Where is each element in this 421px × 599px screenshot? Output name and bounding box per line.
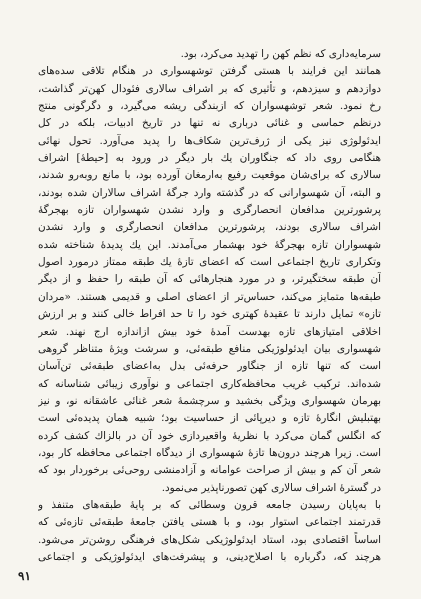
text-line: ایدئولوژی نیز یکی از ژرف‌ترین شکاف‌ها را پدید می‌آورد. تحول نهائی (38, 134, 381, 147)
text-line: آن طبقه سختگیرتر، و در مورد هنجارهائی که آن طبقه را حفظ و از دیگر (38, 273, 381, 286)
text-line: هنگامی روی داد که جنگاوران یك بار دیگر در ورود به [حیطهٔ] اشراف (38, 152, 381, 165)
text-line: بهتبلیش انگارهٔ تازه و دیرپائی از حساسیت بود؛ شبیه همان پدیده‌ئی است (38, 412, 381, 425)
text-line: اساساً اقتصادی بود، استاد ایدئولوژیکی شکل‌های فرهنگی روشن‌تر می‌شود. (38, 533, 381, 546)
text-line: طبقه‌ها متمایز می‌کند، حساس‌تر از اعضای اصلی و قدیمی هستند. «مردان (38, 290, 381, 303)
text-line: شهسواران تازه بهجرگهٔ خود بهشمار می‌آمدند. این یك پدیدهٔ شناخته شده (38, 238, 381, 251)
text-line: که انگلس گمان می‌کرد با نظریهٔ واقعیردازی خود آن در بالزاك کشف کرده (38, 429, 381, 442)
text-line: همانند این فرایند با هستی گرفتن توشهسواری در هنگام تلاقی سده‌های (38, 65, 381, 78)
text-line: است که تنها تازه از جنگاور حرفه‌ئی بدل به‌اعضای طبقه‌ئی تن‌آسان (38, 360, 381, 373)
text-line: و البته، آن شهسوارانی که در گذشته وارد جرگهٔ اشراف سالاران شده بودند، (38, 186, 381, 199)
text-line: سرمایه‌داری که نظم کهن را تهدید می‌کرد، بود. (180, 48, 381, 60)
text-line: در گسترهٔ اشراف سالاری کهن تصورناپذیر می‌نمود. (161, 481, 381, 494)
text-line: شعر آن کم و بیش از صراحت عوامانه و آزادمنشی روحی‌ئی برخوردار بود که (38, 464, 381, 477)
text-line: با به‌پایان رسیدن جامعه قرون وسطائی که بر پایهٔ طبقه‌های متنفذ و (38, 498, 381, 511)
page-number: ۹۱ (18, 569, 31, 583)
text-line: اشراف سالاری بودند، پرشورترین مدافعان انحصارگری و وارد نشدن (38, 221, 381, 234)
text-line: پرشورترین مدافعان انحصارگری و وارد نشدن شهسواران تازه بهجرگهٔ (38, 204, 381, 217)
text-line: رخ نمود. شعر توشهسواران که ازبندگی ریشه می‌گیرد، و دگرگونی منتج (38, 100, 381, 113)
text-line: تازه» تمایل دارند تا عقیدهٔ کهتری خود را تا حد افراط خالی کنند و بر ارزش (38, 308, 381, 321)
text-line: هرچند که، دگرباره با اصلاح‌دینی، و پیشرفت‌های ایدئولوژیکی و اجتماعی (38, 550, 381, 563)
text-line: بهرمان شهسواری ویژگی بخشید و سرچشمهٔ شعر غنائی عاشقانه نو، و نیز (38, 394, 381, 407)
text-line: اخلاقی امتیازهای تازه بهدست آمدهٔ خود بیش ازاندازه ارج نهند. شعر (38, 325, 381, 338)
text-line: است. زیرا هرچند درون‌ها تازهٔ شهسواری از دیدگاه اجتماعی محافظه کار بود، (38, 446, 381, 459)
text-line: وتکراری تاریخ اجتماعی است که اعضای تازهٔ یك طبقه ممتاز درمورد اصول (38, 256, 381, 269)
text-line: شهسواری بیان ایدئولوژیکی منافع طبقه‌ئی، و سرشت ویژهٔ متناظر گروهی (38, 342, 381, 355)
text-line: سالاری که برای‌شان موقعیت رفیع به‌ارمغان آورده بود، با مانع روبه‌رو شدند، (38, 169, 381, 182)
text-line: دوازدهم و سیزدهم، و تأثیری که بر اشراف سالاری فئودال کهن‌تر گذاشت، (38, 82, 381, 95)
text-line: قدرتمند اجتماعی استوار بود، و با هستی یافتن جامعهٔ طبقه‌ئی تازه‌ئی که (38, 516, 381, 529)
body-text (38, 46, 381, 566)
text-line: شده‌اند. ترکیب غریب محافظه‌کاری اجتماعی و نوآوری زیبائی شناسانه که (38, 377, 381, 390)
text-line: درنظم حماسی و غنائی درباری نه تنها در تاریخ ادبیات، بلکه در کل (38, 117, 381, 130)
